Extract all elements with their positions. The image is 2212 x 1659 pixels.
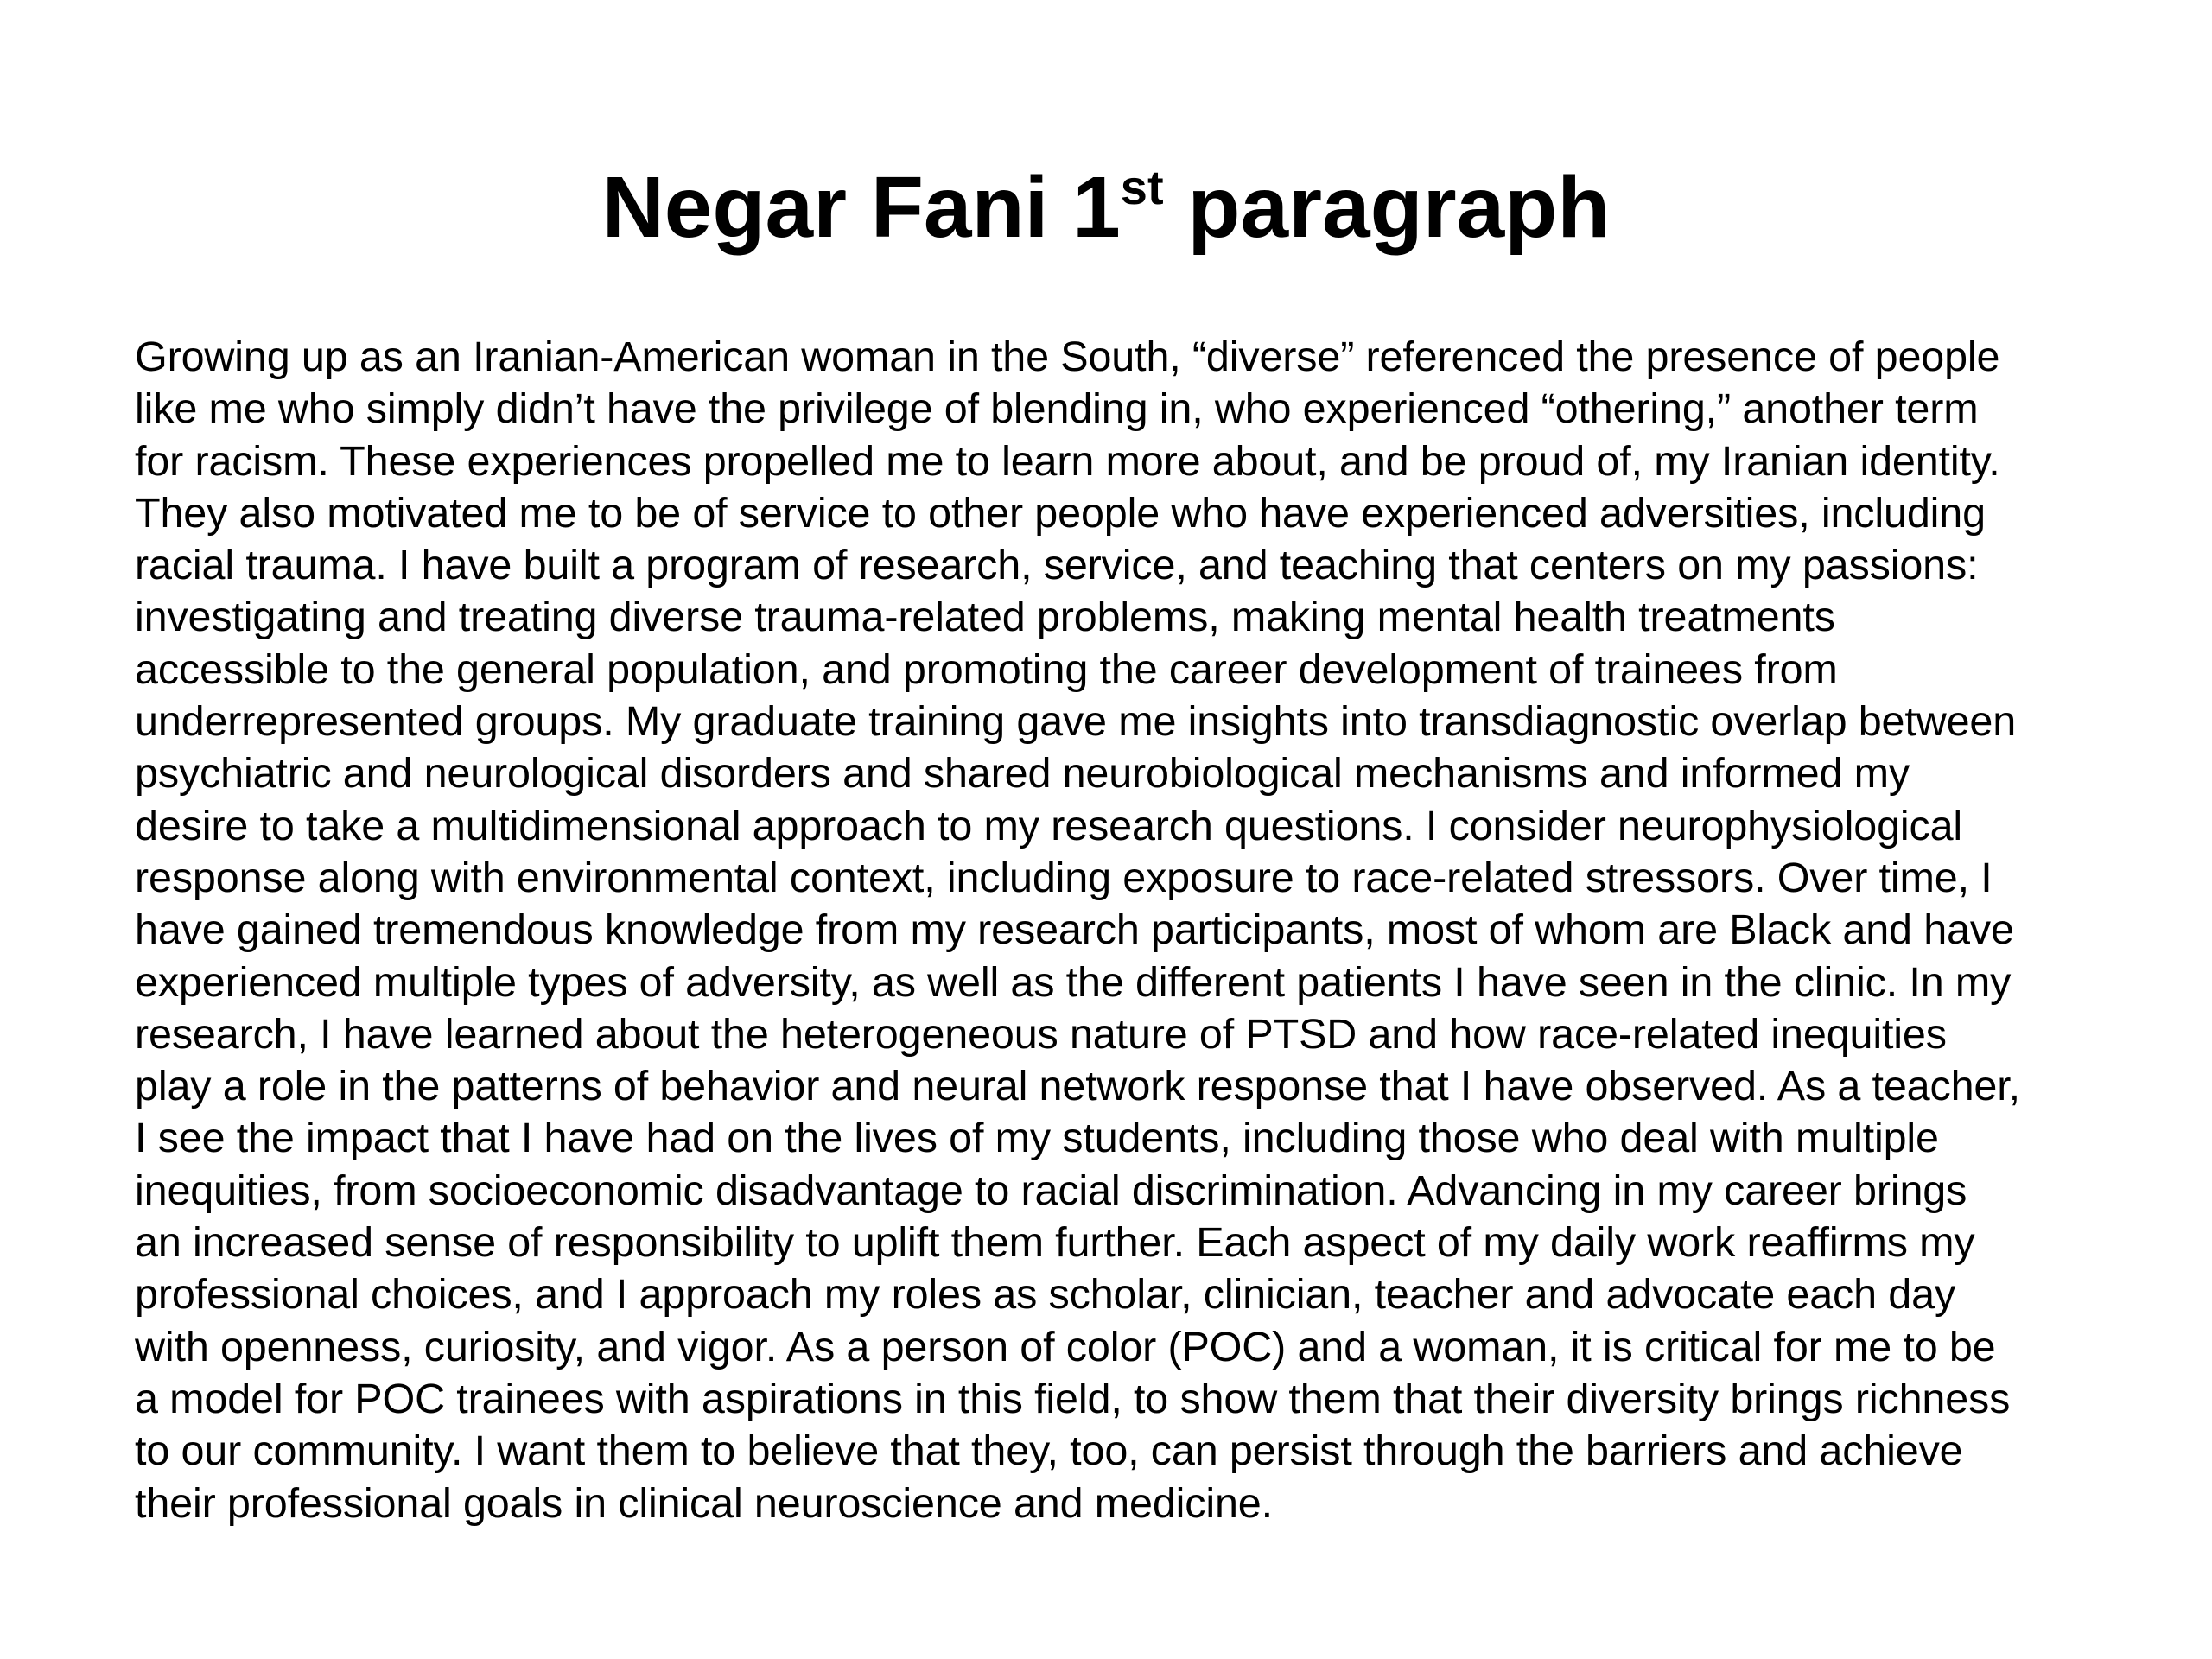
slide-title — [0, 156, 2212, 272]
paragraph-line: Growing up as an Iranian-American woman in the South, “diverse” referenced the presence of people — [135, 334, 2000, 380]
paragraph-line: professional choices, and I approach my roles as scholar, clinician, teacher and advocate each day — [135, 1271, 1956, 1319]
paragraph-line: like me who simply didn’t have the privilege of blending in, who experienced “othering,” another term — [135, 385, 1979, 433]
paragraph-line: desire to take a multidimensional approach to my research questions. I consider neurophysiological — [135, 802, 1963, 849]
paragraph-line: underrepresented groups. My graduate training gave me insights into transdiagnostic overlap between — [135, 698, 2017, 746]
paragraph-line: for racism. These experiences propelled me to learn more about, and be proud of, my Iranian identity. — [135, 437, 2000, 485]
paragraph-line: experienced multiple types of adversity, as well as the different patients I have seen in the clinic. In my — [135, 958, 2012, 1006]
paragraph-line: play a role in the patterns of behavior and neural network response that I have observed. As a teacher, — [135, 1063, 2020, 1110]
paragraph-line: response along with environmental context, including exposure to race-related stressors. Over time, I — [135, 854, 1993, 901]
paragraph-line: They also motivated me to be of service to other people who have experienced adversities, including — [135, 489, 1986, 537]
slide-title-main: Negar Fani 1 — [601, 159, 1121, 256]
paragraph-line: their professional goals in clinical neuroscience and medicine. — [135, 1479, 1273, 1527]
paragraph-line: with openness, curiosity, and vigor. As a person of color (POC) and a woman, it is critical for me to be — [135, 1323, 1996, 1370]
paragraph-line: I see the impact that I have had on the lives of my students, including those who deal with multiple — [135, 1115, 1939, 1162]
slide-title-superscript: st — [1120, 160, 1164, 214]
body-paragraph — [135, 331, 2122, 1529]
paragraph-line: research, I have learned about the heterogeneous nature of PTSD and how race-related inequities — [135, 1010, 1947, 1058]
paragraph-line: an increased sense of responsibility to uplift them further. Each aspect of my daily work reaffirms my — [135, 1219, 1975, 1267]
paragraph-line: racial trauma. I have built a program of research, service, and teaching that centers on my passions: — [135, 542, 1979, 589]
paragraph-line: psychiatric and neurological disorders and shared neurobiological mechanisms and informed my — [135, 750, 1910, 798]
paragraph-line: have gained tremendous knowledge from my research participants, most of whom are Black and have — [135, 906, 2014, 954]
paragraph-line: investigating and treating diverse trauma-related problems, making mental health treatments — [135, 594, 1835, 641]
paragraph-line: to our community. I want them to believe that they, too, can persist through the barriers and achieve — [135, 1427, 1963, 1475]
paragraph-line: accessible to the general population, and promoting the career development of trainees from — [135, 645, 1838, 693]
paragraph-line: a model for POC trainees with aspirations in this field, to show them that their diversity brings richness — [135, 1375, 2011, 1422]
slide-title-rest: paragraph — [1163, 159, 1611, 256]
paragraph-line: inequities, from socioeconomic disadvantage to racial discrimination. Advancing in my career brings — [135, 1166, 1967, 1214]
